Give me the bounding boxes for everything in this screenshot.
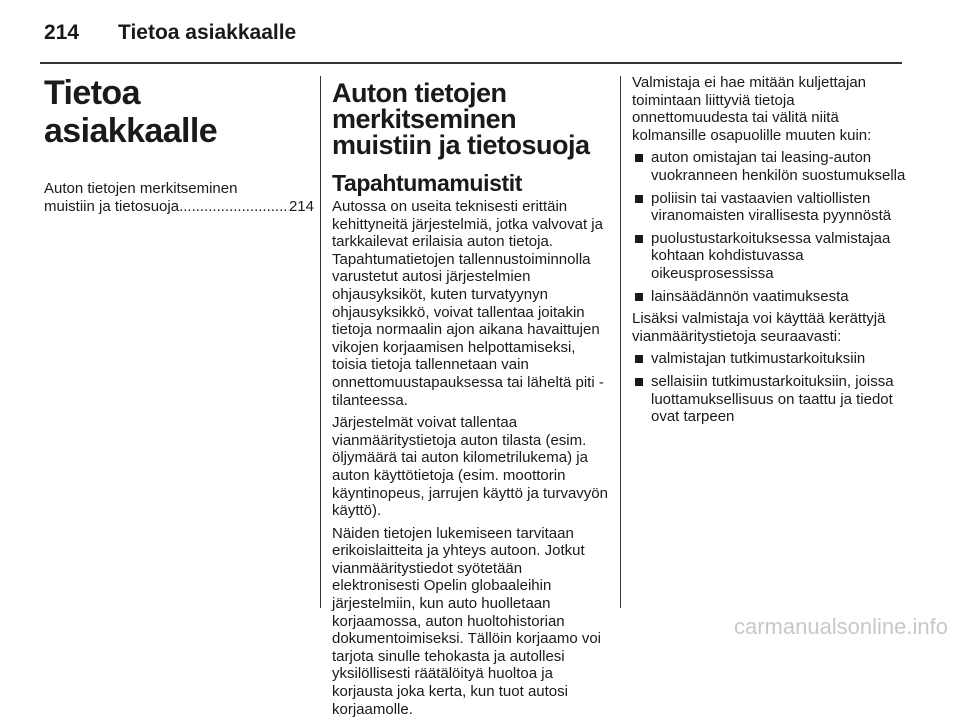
paragraph: Lisäksi valmistaja voi käyttää kerättyjä vianmääritystietoja seuraavasti: [632, 310, 886, 345]
header-title: Tietoa asiakkaalle [118, 21, 297, 44]
paragraph: Valmistaja ei hae mitään kuljettajan toimintaan liittyviä tietoja onnettomuudesta tai välitä niitä kolmansille osapuolille muuten kuin: [632, 74, 872, 144]
square-bullet-icon [635, 355, 643, 363]
article-subtitle: Tapahtumamuistit [332, 170, 522, 196]
toc-line [44, 198, 314, 216]
list-item [632, 149, 907, 184]
bullet-list [632, 149, 907, 305]
section-title: Tietoa asiakkaalle [44, 74, 218, 150]
list-item [632, 288, 907, 306]
paragraph: Näiden tietojen lukemiseen tarvitaan erikoislaitteita ja yhteys autoon. Jotkut vianmääritystiedot syötetään elektronisesti Opelin globaaleihin järjestelmiin, kun auto huolletaan korjaamossa, auton huoltohistorian dokumentoimiseksi. Tällöin korjaamo voi tarjota sinulle tehokasta ja autollesi yksilöllisesti räätälöityä huoltoa ja korjausta joka kerta, kun tuot autosi korjaamolle. [332, 524, 602, 718]
column-divider [320, 76, 321, 608]
list-item-text: poliisin tai vastaavien valtiollisten viranomaisten virallisesta pyynnöstä [651, 189, 892, 225]
paragraph: Järjestelmät voivat tallentaa vianmääritystietoja auton tilasta (esim. öljymäärä tai auton kilometrilukema) ja auton käyttötietoja (esim. moottorin käyntinopeus, jarrujen käyttö ja turvavyön käyttö). [332, 414, 608, 520]
square-bullet-icon [635, 195, 643, 203]
square-bullet-icon [635, 293, 643, 301]
toc-line: Auton tietojen merkitseminen [44, 180, 238, 197]
header-rule [40, 62, 902, 64]
list-item [632, 230, 907, 283]
column-left [44, 74, 314, 215]
square-bullet-icon [635, 235, 643, 243]
column-middle [332, 74, 610, 723]
list-item [632, 373, 907, 426]
list-item-text: valmistajan tutkimustarkoituksiin [651, 350, 866, 368]
column-right [632, 74, 907, 431]
list-item [632, 350, 907, 368]
list-item-text: sellaisiin tutkimustarkoituksiin, joissa luottamuksellisuus on taattu ja tiedot ovat tarpeen [651, 372, 894, 426]
list-item-text: lainsäädännön vaatimuksesta [651, 287, 849, 305]
square-bullet-icon [635, 378, 643, 386]
paragraph: Autossa on useita teknisesti erittäin kehittyneitä järjestelmiä, jotka valvovat ja tarkkailevat erilaisia auton tietoja. Tapahtumatietojen tallennustoiminnolla varustetut autosi järjestelmien ohjausyksiköt, kuten turvatyynyn ohjausyksikkö, voivat tallentaa joitakin tietoja normaalin ajon aikana havaittujen vikojen korjaamisen helpottamiseksi, toisia tietoja tallennetaan vain onnettomuustapauksessa tai läheltä piti -tilanteessa. [332, 198, 604, 409]
toc-leader [179, 198, 289, 216]
watermark: carmanualsonline.info [733, 614, 948, 639]
list-item-text: auton omistajan tai leasing-auton vuokranneen henkilön suostumuksella [651, 149, 906, 184]
list-item-text: puolustustarkoituksessa valmistajaa kohtaan kohdistuvassa oikeusprosessissa [651, 229, 891, 282]
toc-text: muistiin ja tietosuoja [44, 197, 180, 215]
list-item [632, 190, 907, 225]
square-bullet-icon [635, 154, 643, 162]
column-divider [620, 76, 621, 608]
running-header [44, 18, 296, 48]
toc-page: 214 [288, 197, 314, 215]
article-title: Auton tietojen merkitseminen muistiin ja tietosuoja [332, 78, 590, 160]
page-number: 214 [44, 21, 80, 44]
bullet-list [632, 350, 907, 425]
toc-entry[interactable] [44, 180, 314, 215]
